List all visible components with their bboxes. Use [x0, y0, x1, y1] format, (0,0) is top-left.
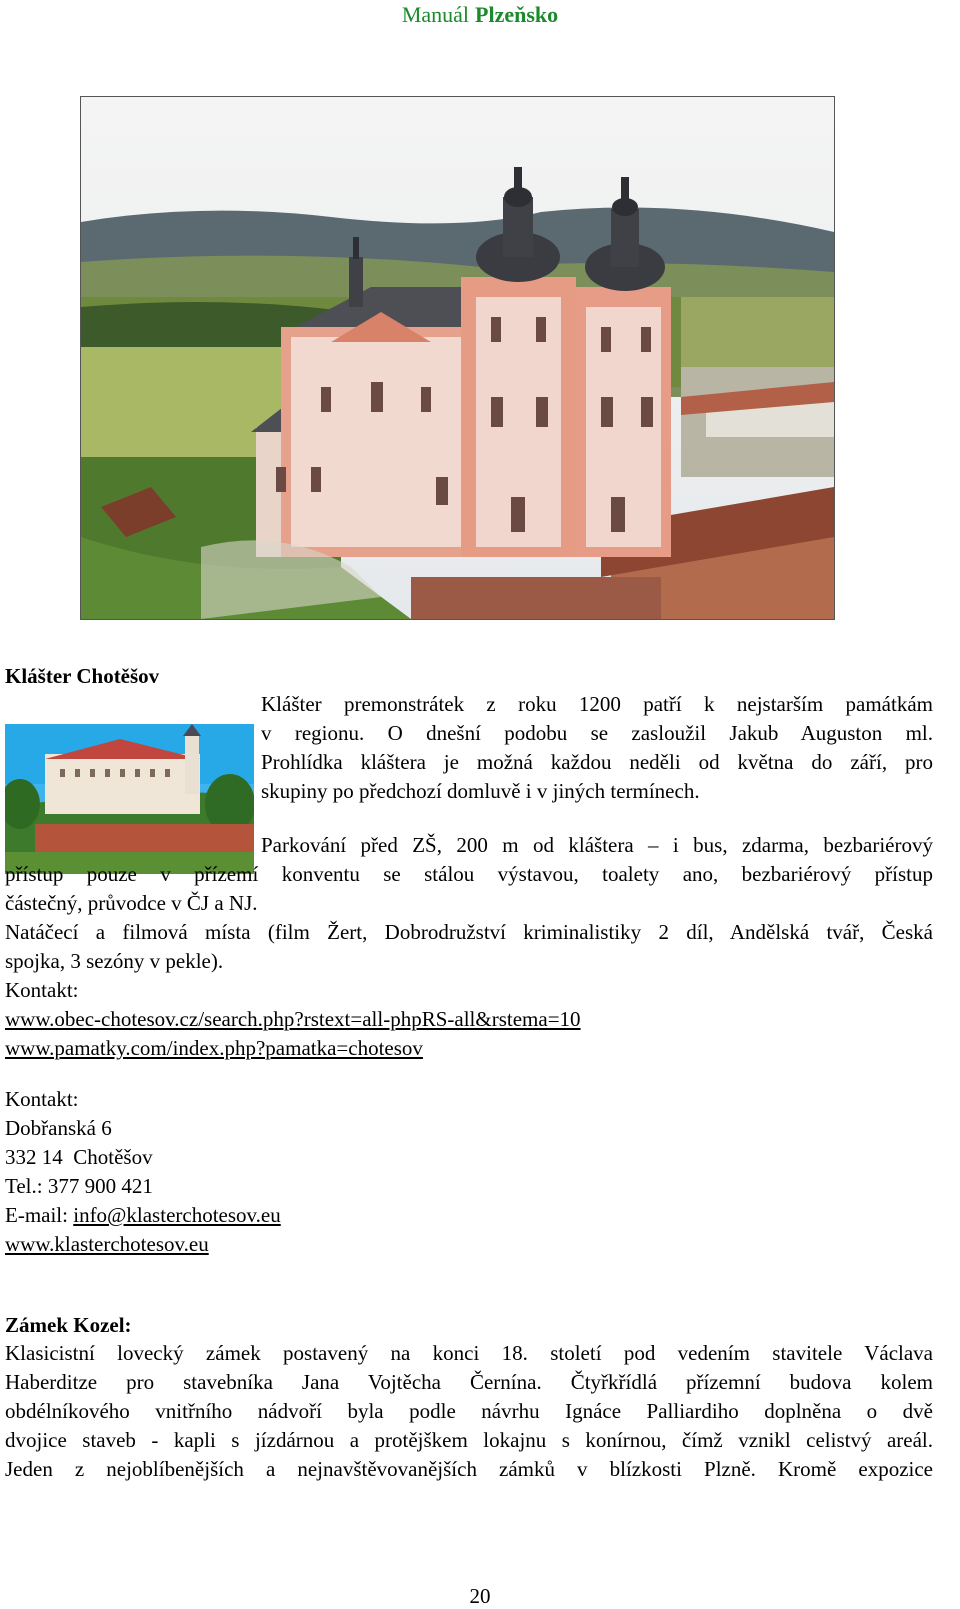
chotesov-practical-info	[5, 831, 933, 1063]
header-manual: Manuál	[401, 2, 470, 27]
intro-line: Klášter premonstrátek z roku 1200 patří k nejstarším památkám	[261, 692, 933, 716]
website-link[interactable]: www.klasterchotesov.eu	[5, 1232, 209, 1256]
film-line: spojka, 3 sezóny v pekle).	[5, 949, 224, 973]
kozel-line: Jeden z nejoblíbenějších a nejnavštěvovanějších zámků v blízkosti Plzně. Kromě expozice	[5, 1457, 933, 1481]
kozel-line: Haberditze pro stavebníka Jana Vojtěcha Černína. Čtyřkřídlá přízemní budova kolem	[5, 1370, 933, 1394]
contact-label: Kontakt:	[5, 1087, 79, 1111]
practical-line: Parkování před ZŠ, 200 m od kláštera – i bus, zdarma, bezbariérový	[261, 833, 933, 857]
film-line: Natáčecí a filmová místa (film Žert, Dobrodružství kriminalistiky 2 díl, Andělská tvář, Česká	[5, 920, 933, 944]
section-title-kozel: Zámek Kozel:	[5, 1313, 132, 1337]
kozel-description	[5, 1339, 933, 1484]
kozel-line: obdélníkového vnitřního nádvoří byla podle návrhu Ignáce Palliardiho doplněna o dvě	[5, 1399, 933, 1423]
link-obec-chotesov[interactable]: www.obec-chotesov.cz/search.php?rstext=all-phpRS-all&rstema=10	[5, 1007, 581, 1031]
kozel-line: Klasicistní lovecký zámek postavený na konci 18. století pod vedením stavitele Václava	[5, 1341, 933, 1365]
chotesov-intro	[261, 690, 933, 806]
header-region: Plzeňsko	[475, 2, 559, 27]
intro-line: v regionu. O dnešní podobu se zasloužil Jakub Auguston ml.	[261, 721, 933, 745]
practical-line: částečný, průvodce v ČJ a NJ.	[5, 891, 258, 915]
contact-label: Kontakt:	[5, 978, 79, 1002]
intro-line: Prohlídka kláštera je možná každou neděli od května do září, pro	[261, 750, 933, 774]
email-label: E-mail:	[5, 1203, 74, 1227]
kozel-line: dvojice staveb - kapli s jízdárnou a protějškem lokajnu s konírnou, čímž vznikl celistvý areál.	[5, 1428, 933, 1452]
link-pamatky[interactable]: www.pamatky.com/index.php?pamatka=chotesov	[5, 1036, 423, 1060]
chotesov-contact-block	[5, 1085, 281, 1259]
running-header	[0, 2, 960, 28]
practical-line: přístup pouze v přízemí konventu se stálou výstavou, toalety ano, bezbariérový přístup	[5, 862, 933, 886]
page-number: 20	[469, 1584, 491, 1608]
phone: Tel.: 377 900 421	[5, 1174, 153, 1198]
address-street: Dobřanská 6	[5, 1116, 112, 1140]
intro-line: skupiny po předchozí domluvě i v jiných termínech.	[261, 779, 700, 803]
email-link[interactable]: info@klasterchotesov.eu	[73, 1203, 281, 1227]
address-city: 332 14 Chotěšov	[5, 1145, 153, 1169]
church-photo	[80, 96, 835, 620]
section-title-chotesov: Klášter Chotěšov	[5, 664, 160, 688]
